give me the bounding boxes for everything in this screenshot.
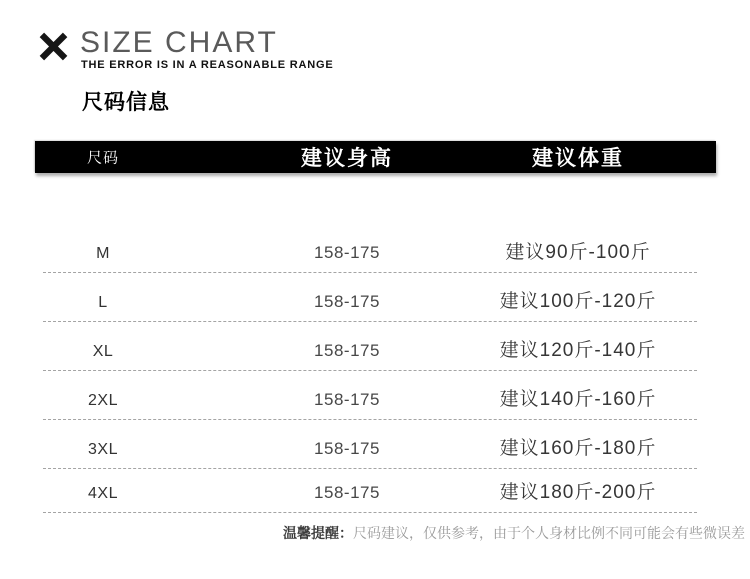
cell-height: 158-175: [314, 439, 380, 458]
cell-weight: 建议90斤-100斤: [505, 242, 651, 263]
row-divider: [43, 512, 697, 513]
cell-height: 158-175: [314, 243, 380, 262]
cell-weight: 建议160斤-180斤: [499, 438, 657, 459]
cell-height: 158-175: [314, 341, 380, 360]
cell-height: 158-175: [314, 483, 380, 502]
column-header-size: 尺码: [86, 149, 120, 167]
table-header-bar: [35, 141, 716, 173]
cell-size: L: [98, 294, 108, 311]
brand-title: SIZE CHART: [80, 26, 278, 59]
section-title: 尺码信息: [82, 91, 170, 114]
size-table: [35, 141, 716, 513]
cell-weight: 建议120斤-140斤: [499, 340, 657, 361]
cell-height: 158-175: [314, 390, 380, 409]
cell-weight: 建议180斤-200斤: [499, 482, 657, 503]
table-row: [35, 173, 716, 273]
cell-height: 158-175: [314, 292, 380, 311]
brand-subtitle: THE ERROR IS IN A REASONABLE RANGE: [81, 59, 334, 71]
column-header-weight: 建议体重: [532, 147, 624, 170]
column-header-height: 建议身高: [301, 147, 393, 170]
cell-size: 2XL: [88, 392, 118, 409]
table-row: [35, 322, 716, 371]
table-row: [35, 371, 716, 420]
reminder-note: [283, 523, 745, 543]
table-row: [35, 469, 716, 513]
cell-size: 3XL: [88, 441, 118, 458]
cell-size: M: [96, 245, 110, 262]
cell-size: XL: [92, 343, 114, 360]
table-body: [35, 173, 716, 513]
cell-size: 4XL: [88, 485, 118, 502]
table-row: [35, 420, 716, 469]
cell-weight: 建议140斤-160斤: [499, 389, 657, 410]
cell-weight: 建议100斤-120斤: [499, 291, 657, 312]
table-row: [35, 273, 716, 322]
x-mark-icon: [38, 31, 69, 62]
reminder-note-text: 尺码建议，仅供参考，由于个人身材比例不同可能会有些微误差: [353, 525, 745, 541]
reminder-note-label: 温馨提醒：: [283, 525, 353, 541]
